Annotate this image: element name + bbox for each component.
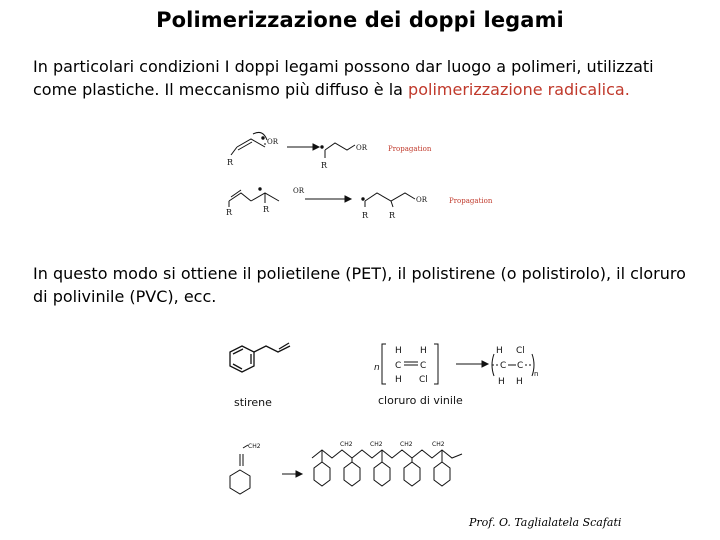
styrene-label: stirene xyxy=(234,396,272,409)
step1-left-sub: R xyxy=(227,158,234,167)
poly-ch2-4: CH2 xyxy=(432,441,445,448)
poly-ch2-3: CH2 xyxy=(400,441,413,448)
poly-ch2-1: CH2 xyxy=(340,441,353,448)
styrene-structure xyxy=(222,334,302,414)
radical-mechanism-figure xyxy=(215,125,515,225)
step2-sub2: R xyxy=(263,205,270,214)
pvc-prod-c2: C xyxy=(517,361,524,371)
pvc-c2: C xyxy=(420,361,427,371)
step2-sub1: R xyxy=(226,208,233,217)
slide-title: Polimerizzazione dei doppi legami xyxy=(156,8,564,32)
pvc-n: n xyxy=(374,363,380,373)
step2-prod-group: OR xyxy=(416,196,428,204)
polystyrene-structure xyxy=(220,436,480,500)
pvc-prod-h2: H xyxy=(498,377,505,387)
pvc-prod-cl: Cl xyxy=(516,346,525,356)
vinyl-chloride-structure xyxy=(370,340,545,410)
step1-right-group: OR xyxy=(356,144,368,152)
step2-group: OR xyxy=(293,187,305,195)
step2-label: Propagation xyxy=(449,197,493,205)
pvc-prod-h1: H xyxy=(496,346,503,356)
pvc-prod-h3: H xyxy=(516,377,523,387)
intro-highlight: polimerizzazione radicalica. xyxy=(408,80,630,99)
step1-label: Propagation xyxy=(388,145,432,153)
author-credit: Prof. O. Taglialatela Scafati xyxy=(469,516,622,529)
intro-text: In particolari condizioni I doppi legami possono dar luogo a polimeri, utilizzati come plastiche. Il meccanismo più diffuso è la xyxy=(33,57,654,99)
pvc-h2: H xyxy=(420,346,427,356)
intro-paragraph xyxy=(33,55,693,101)
step1-right-sub: R xyxy=(321,161,328,170)
pvc-c1: C xyxy=(395,361,402,371)
pvc-h3: H xyxy=(395,375,402,385)
pvc-prod-c1: C xyxy=(500,361,507,371)
poly-ch2-2: CH2 xyxy=(370,441,383,448)
pvc-cl: Cl xyxy=(419,375,428,385)
pvc-h1: H xyxy=(395,346,402,356)
pvc-label: cloruro di vinile xyxy=(378,394,463,407)
step1-left-group: OR xyxy=(267,138,279,146)
polymers-paragraph: In questo modo si ottiene il polietilene (PET), il polistirene (o polistirolo), il cloruro di polivinile (PVC), ecc. xyxy=(33,264,686,306)
step2-prod-sub2: R xyxy=(389,211,396,220)
step2-prod-sub1: R xyxy=(362,211,369,220)
pvc-prod-n: n xyxy=(534,370,539,378)
monomer-ch2: CH2 xyxy=(248,443,261,450)
